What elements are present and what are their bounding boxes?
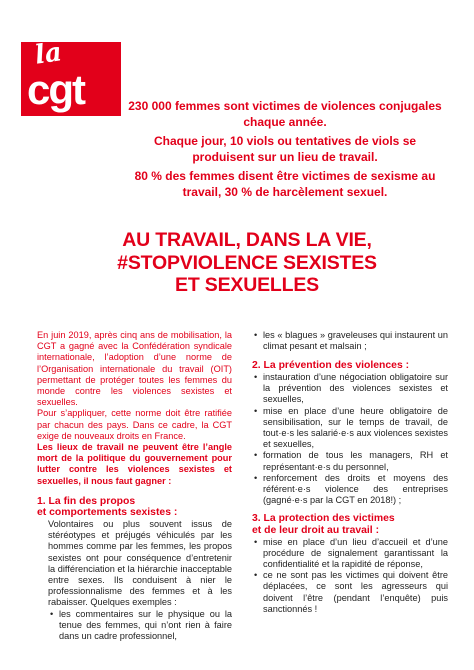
section-3-title: 3. La protection des victimes et de leur droit au travail : — [252, 513, 395, 537]
right-column — [252, 330, 448, 615]
section-1-list-continued — [252, 330, 448, 352]
headline-line-2: #STOPVIOLENCE SEXISTES — [117, 251, 377, 274]
cgt-logo — [21, 37, 121, 116]
list-item: • les « blagues » graveleuses qui instaurent un climat pesant et malsain ; — [263, 330, 448, 352]
ratification-paragraph: Pour s’appliquer, cette norme doit être ratifiée par chacun des pays. Dans ce cadre, la CGT exige de nouveaux droits en France. — [37, 408, 232, 441]
intro-statistics — [128, 99, 442, 204]
logo-script-text: la — [33, 37, 64, 71]
list-item: • mise en place d’un lieu d’accueil et d’une procédure de signalement garantissant la confidentialité et la rapidité de réponse, — [263, 537, 448, 571]
headline-line-1: AU TRAVAIL, DANS LA VIE, — [122, 229, 372, 251]
headline — [80, 229, 414, 297]
list-item: • ce ne sont pas les victimes qui doivent être déplacées, ce sont les agresseurs qui doivent l’être (pendant l’enquête) puis sanctionnés ! — [263, 570, 448, 615]
demands-paragraph: Les lieux de travail ne peuvent être l’angle mort de la politique du gouvernement pour lutter contre les violences sexistes et sexuelles, il nous faut gagner : — [37, 442, 232, 486]
section-1-title: 1. La fin des propos et comportements sexistes : — [37, 495, 178, 519]
list-item: • mise en place d’une heure obligatoire de sensibilisation, sur le temps de travail, de tout·e·s les salarié·e·s aux violences sexistes et sexuelles, — [263, 406, 448, 451]
section-3-list — [252, 537, 448, 615]
section-1-body: Volontaires ou plus souvent issus de stéréotypes et préjugés véhiculés par les hommes comme par les femmes, les propos sexistes ont pour conséquence d’entretenir la différenciation et la hiérarchie inacceptable entre sexes. Ils conduisent à nier le professionnalisme des femmes et à les rabaisser. Quelques exemples : — [48, 519, 232, 608]
section-2-list — [252, 372, 448, 506]
section-2-title: 2. La prévention des violences : — [252, 360, 410, 372]
section-1-list — [37, 609, 232, 643]
list-item: • les commentaires sur le physique ou la tenue des femmes, qui n’ont rien à faire dans un cadre professionnel, — [59, 609, 232, 643]
list-item: • formation de tous les managers, RH et représentant·e·s du personnel, — [263, 450, 448, 472]
intro-paragraph: En juin 2019, après cinq ans de mobilisation, la CGT a gagné avec la Confédération syndicale internationale, l’adoption d’une norme de l’Organisation internationale du travail (OIT) permettant de protéger toutes les femmes du monde contre les violences sexistes et sexuelles. — [37, 330, 232, 408]
intro-stat-2: Chaque jour, 10 viols ou tentatives de viols se produisent sur un lieu de travail. — [153, 134, 417, 164]
intro-stat-3: 80 % des femmes disent être victimes de sexisme au travail, 30 % de harcèlement sexuel. — [134, 169, 436, 199]
left-column — [37, 330, 232, 642]
logo-main-text: cgt — [27, 66, 84, 113]
intro-stat-1: 230 000 femmes sont victimes de violences conjugales chaque année. — [128, 99, 442, 129]
list-item: • instauration d’une négociation obligatoire sur la prévention des violences sexistes et sexuelles, — [263, 372, 448, 406]
list-item: • renforcement des droits et moyens des référent·e·s violence des entreprises (gagné·e·s par la CGT en 2018!) ; — [263, 473, 448, 507]
headline-line-3: ET SEXUELLES — [175, 274, 319, 296]
